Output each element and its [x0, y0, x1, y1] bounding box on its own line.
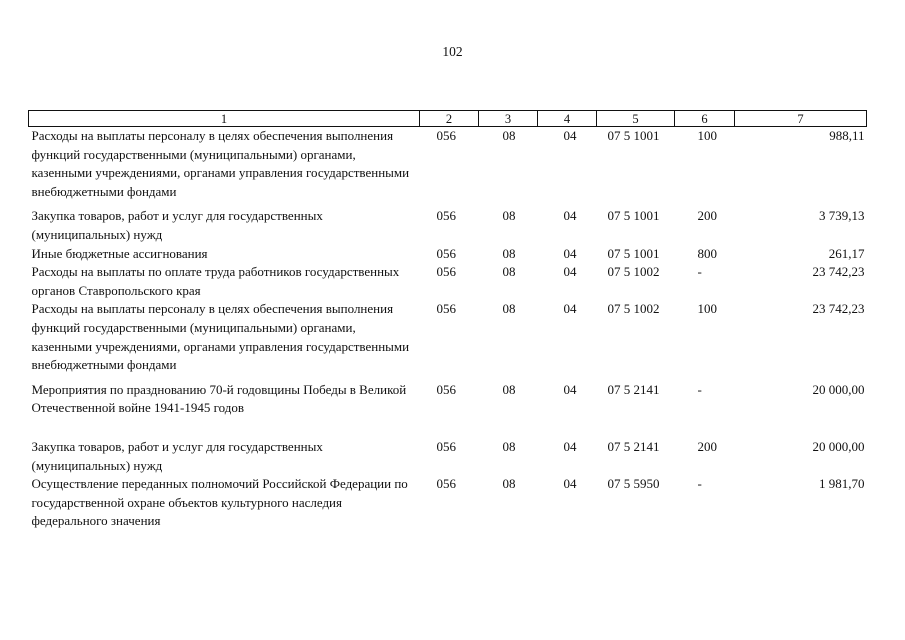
table-row: [29, 245, 867, 264]
row-target-article-code: 07 5 1002: [607, 301, 660, 317]
row-amount: 20 000,00: [812, 381, 865, 397]
row-expense-type-code: 100: [697, 128, 717, 143]
row-ministry-code: 056: [436, 245, 456, 261]
row-section-code: 08: [502, 245, 516, 261]
row-ministry-code: 056: [436, 301, 456, 317]
row-target-article-code: 07 5 5950: [607, 476, 660, 492]
row-name: Закупка товаров, работ и услуг для государственных (муниципальных) нужд: [31, 438, 323, 473]
table-row: [29, 127, 867, 208]
row-amount: 3 739,13: [819, 208, 865, 224]
row-name: Осуществление переданных полномочий Российской Федерации по государственной охране объектов культурного наследия федерального значения: [31, 476, 408, 529]
row-expense-type-code: -: [697, 381, 702, 397]
header-col-6: 6: [675, 111, 735, 127]
table-row: [29, 381, 867, 438]
row-subsection-code: 04: [563, 128, 577, 143]
table-row: [29, 475, 867, 531]
row-section-code: 08: [502, 208, 516, 224]
header-col-5: 5: [597, 111, 675, 127]
row-expense-type-code: 200: [697, 438, 717, 454]
row-ministry-code: 056: [436, 208, 456, 224]
row-amount: 23 742,23: [812, 264, 865, 280]
row-expense-type-code: 100: [697, 301, 717, 317]
row-name: Иные бюджетные ассигнования: [31, 245, 208, 261]
header-col-1: 1: [29, 111, 420, 127]
row-name: Расходы на выплаты персоналу в целях обеспечения выполнения функций государственными (муниципальными) органами, казенными учреждениями, органами управления государственными внебюджетными фондами: [31, 128, 410, 199]
table-header: [29, 111, 867, 127]
row-name: Мероприятия по празднованию 70-й годовщины Победы в Великой Отечественной войне 1941-1945 годов: [31, 381, 407, 416]
row-subsection-code: 04: [563, 381, 577, 397]
budget-table: [28, 110, 867, 531]
row-ministry-code: 056: [436, 438, 456, 454]
row-name: Расходы на выплаты персоналу в целях обеспечения выполнения функций государственными (муниципальными) органами, казенными учреждениями, органами управления государственными внебюджетными фондами: [31, 301, 410, 373]
row-target-article-code: 07 5 1001: [607, 128, 660, 143]
row-target-article-code: 07 5 2141: [607, 438, 660, 454]
row-subsection-code: 04: [563, 264, 577, 280]
row-subsection-code: 04: [563, 301, 577, 317]
row-section-code: 08: [502, 301, 516, 317]
row-ministry-code: 056: [436, 476, 456, 492]
header-col-2: 2: [420, 111, 479, 127]
row-section-code: 08: [502, 438, 516, 454]
row-subsection-code: 04: [563, 245, 577, 261]
row-subsection-code: 04: [563, 476, 577, 492]
row-ministry-code: 056: [436, 264, 456, 280]
row-ministry-code: 056: [436, 381, 456, 397]
row-target-article-code: 07 5 2141: [607, 381, 660, 397]
header-col-4: 4: [538, 111, 597, 127]
header-col-3: 3: [479, 111, 538, 127]
header-row: [29, 111, 867, 127]
row-name: Расходы на выплаты по оплате труда работников государственных органов Ставропольского края: [31, 264, 400, 298]
row-amount: 20 000,00: [812, 438, 865, 454]
row-section-code: 08: [502, 381, 516, 397]
table-row: [29, 438, 867, 475]
row-amount: 261,17: [828, 245, 865, 261]
row-ministry-code: 056: [436, 128, 456, 143]
row-amount: 23 742,23: [812, 301, 865, 317]
row-amount: 988,11: [829, 128, 865, 143]
page-number: 102: [442, 44, 463, 59]
row-target-article-code: 07 5 1001: [607, 208, 660, 224]
table-row: [29, 263, 867, 300]
row-target-article-code: 07 5 1001: [607, 245, 660, 261]
row-section-code: 08: [502, 128, 516, 143]
row-expense-type-code: -: [697, 476, 702, 492]
row-expense-type-code: 200: [697, 208, 717, 224]
table-body: [29, 127, 867, 531]
row-amount: 1 981,70: [819, 476, 865, 492]
table-row: [29, 207, 867, 244]
row-name: Закупка товаров, работ и услуг для государственных (муниципальных) нужд: [31, 208, 323, 242]
header-col-7: 7: [735, 111, 867, 127]
row-expense-type-code: -: [697, 264, 702, 280]
row-expense-type-code: 800: [697, 245, 717, 261]
row-subsection-code: 04: [563, 438, 577, 454]
row-section-code: 08: [502, 476, 516, 492]
row-target-article-code: 07 5 1002: [607, 264, 660, 280]
row-subsection-code: 04: [563, 208, 577, 224]
row-section-code: 08: [502, 264, 516, 280]
table-row: [29, 300, 867, 380]
